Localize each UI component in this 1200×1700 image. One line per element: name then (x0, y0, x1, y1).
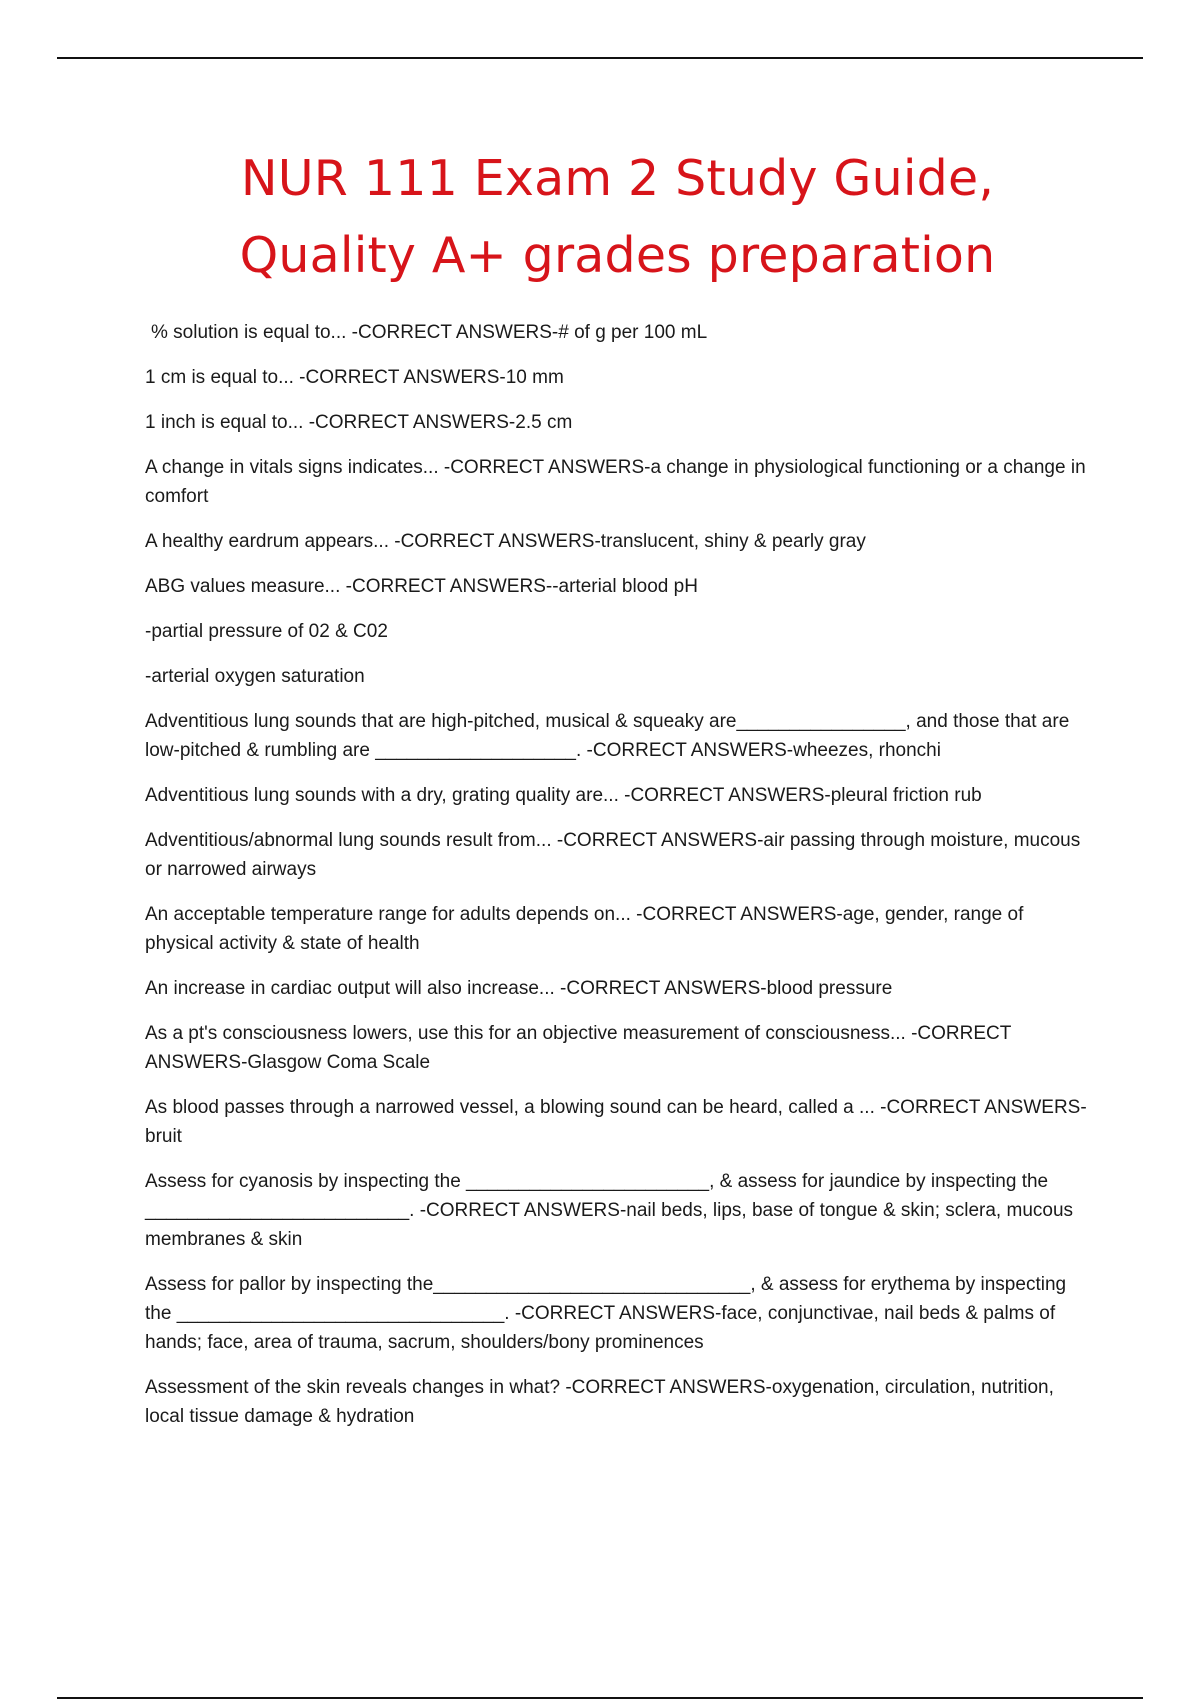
qa-entry: Adventitious/abnormal lung sounds result from... -CORRECT ANSWERS-air passing through moisture, mucous or narrowed airways (145, 830, 1086, 880)
qa-entry: A healthy eardrum appears... -CORRECT ANSWERS-translucent, shiny & pearly gray (145, 531, 866, 552)
qa-entry: Assess for cyanosis by inspecting the _______________________, & assess for jaundice by inspecting the _________________________. -CORRECT ANSWERS-nail beds, lips, base of tongue & skin; sclera, mucous membranes & skin (145, 1171, 1079, 1250)
document-title: NUR 111 Exam 2 Study Guide, Quality A+ grades preparation (239, 150, 996, 284)
qa-entry-continuation: -arterial oxygen saturation (145, 666, 365, 687)
qa-entry: % solution is equal to... -CORRECT ANSWERS-# of g per 100 mL (151, 322, 708, 343)
qa-entry: A change in vitals signs indicates... -CORRECT ANSWERS-a change in physiological functioning or a change in comfort (145, 457, 1091, 507)
qa-entry: An acceptable temperature range for adults depends on... -CORRECT ANSWERS-age, gender, range of physical activity & state of health (145, 904, 1029, 954)
qa-entry: Adventitious lung sounds with a dry, grating quality are... -CORRECT ANSWERS-pleural friction rub (145, 785, 982, 806)
qa-entry: 1 inch is equal to... -CORRECT ANSWERS-2.5 cm (145, 412, 573, 433)
bottom-divider (57, 1697, 1143, 1699)
qa-entry: As blood passes through a narrowed vessel, a blowing sound can be heard, called a ... -CORRECT ANSWERS-bruit (145, 1097, 1087, 1147)
qa-entry: An increase in cardiac output will also increase... -CORRECT ANSWERS-blood pressure (145, 978, 893, 999)
qa-entry: Adventitious lung sounds that are high-pitched, musical & squeaky are________________, and those that are low-pitched & rumbling are ___________________. -CORRECT ANSWERS-wheezes, rhonchi (145, 711, 1075, 761)
qa-entry: As a pt's consciousness lowers, use this for an objective measurement of consciousness... -CORRECT ANSWERS-Glasgow Coma Scale (145, 1023, 1016, 1073)
qa-entry: 1 cm is equal to... -CORRECT ANSWERS-10 mm (145, 367, 564, 388)
qa-entry: ABG values measure... -CORRECT ANSWERS--arterial blood pH (145, 576, 698, 597)
document-page (145, 140, 1090, 1447)
qa-entry: Assess for pallor by inspecting the______________________________, & assess for erythema by inspecting the _______________________________. -CORRECT ANSWERS-face, conjunctivae, nail beds & palms of hands; face, area of trauma, sacrum, shoulders/bony prominences (145, 1274, 1072, 1353)
qa-entry: Assessment of the skin reveals changes in what? -CORRECT ANSWERS-oxygenation, circulation, nutrition, local tissue damage & hydration (145, 1377, 1060, 1427)
top-divider (57, 57, 1143, 59)
qa-entry-continuation: -partial pressure of 02 & C02 (145, 621, 388, 642)
